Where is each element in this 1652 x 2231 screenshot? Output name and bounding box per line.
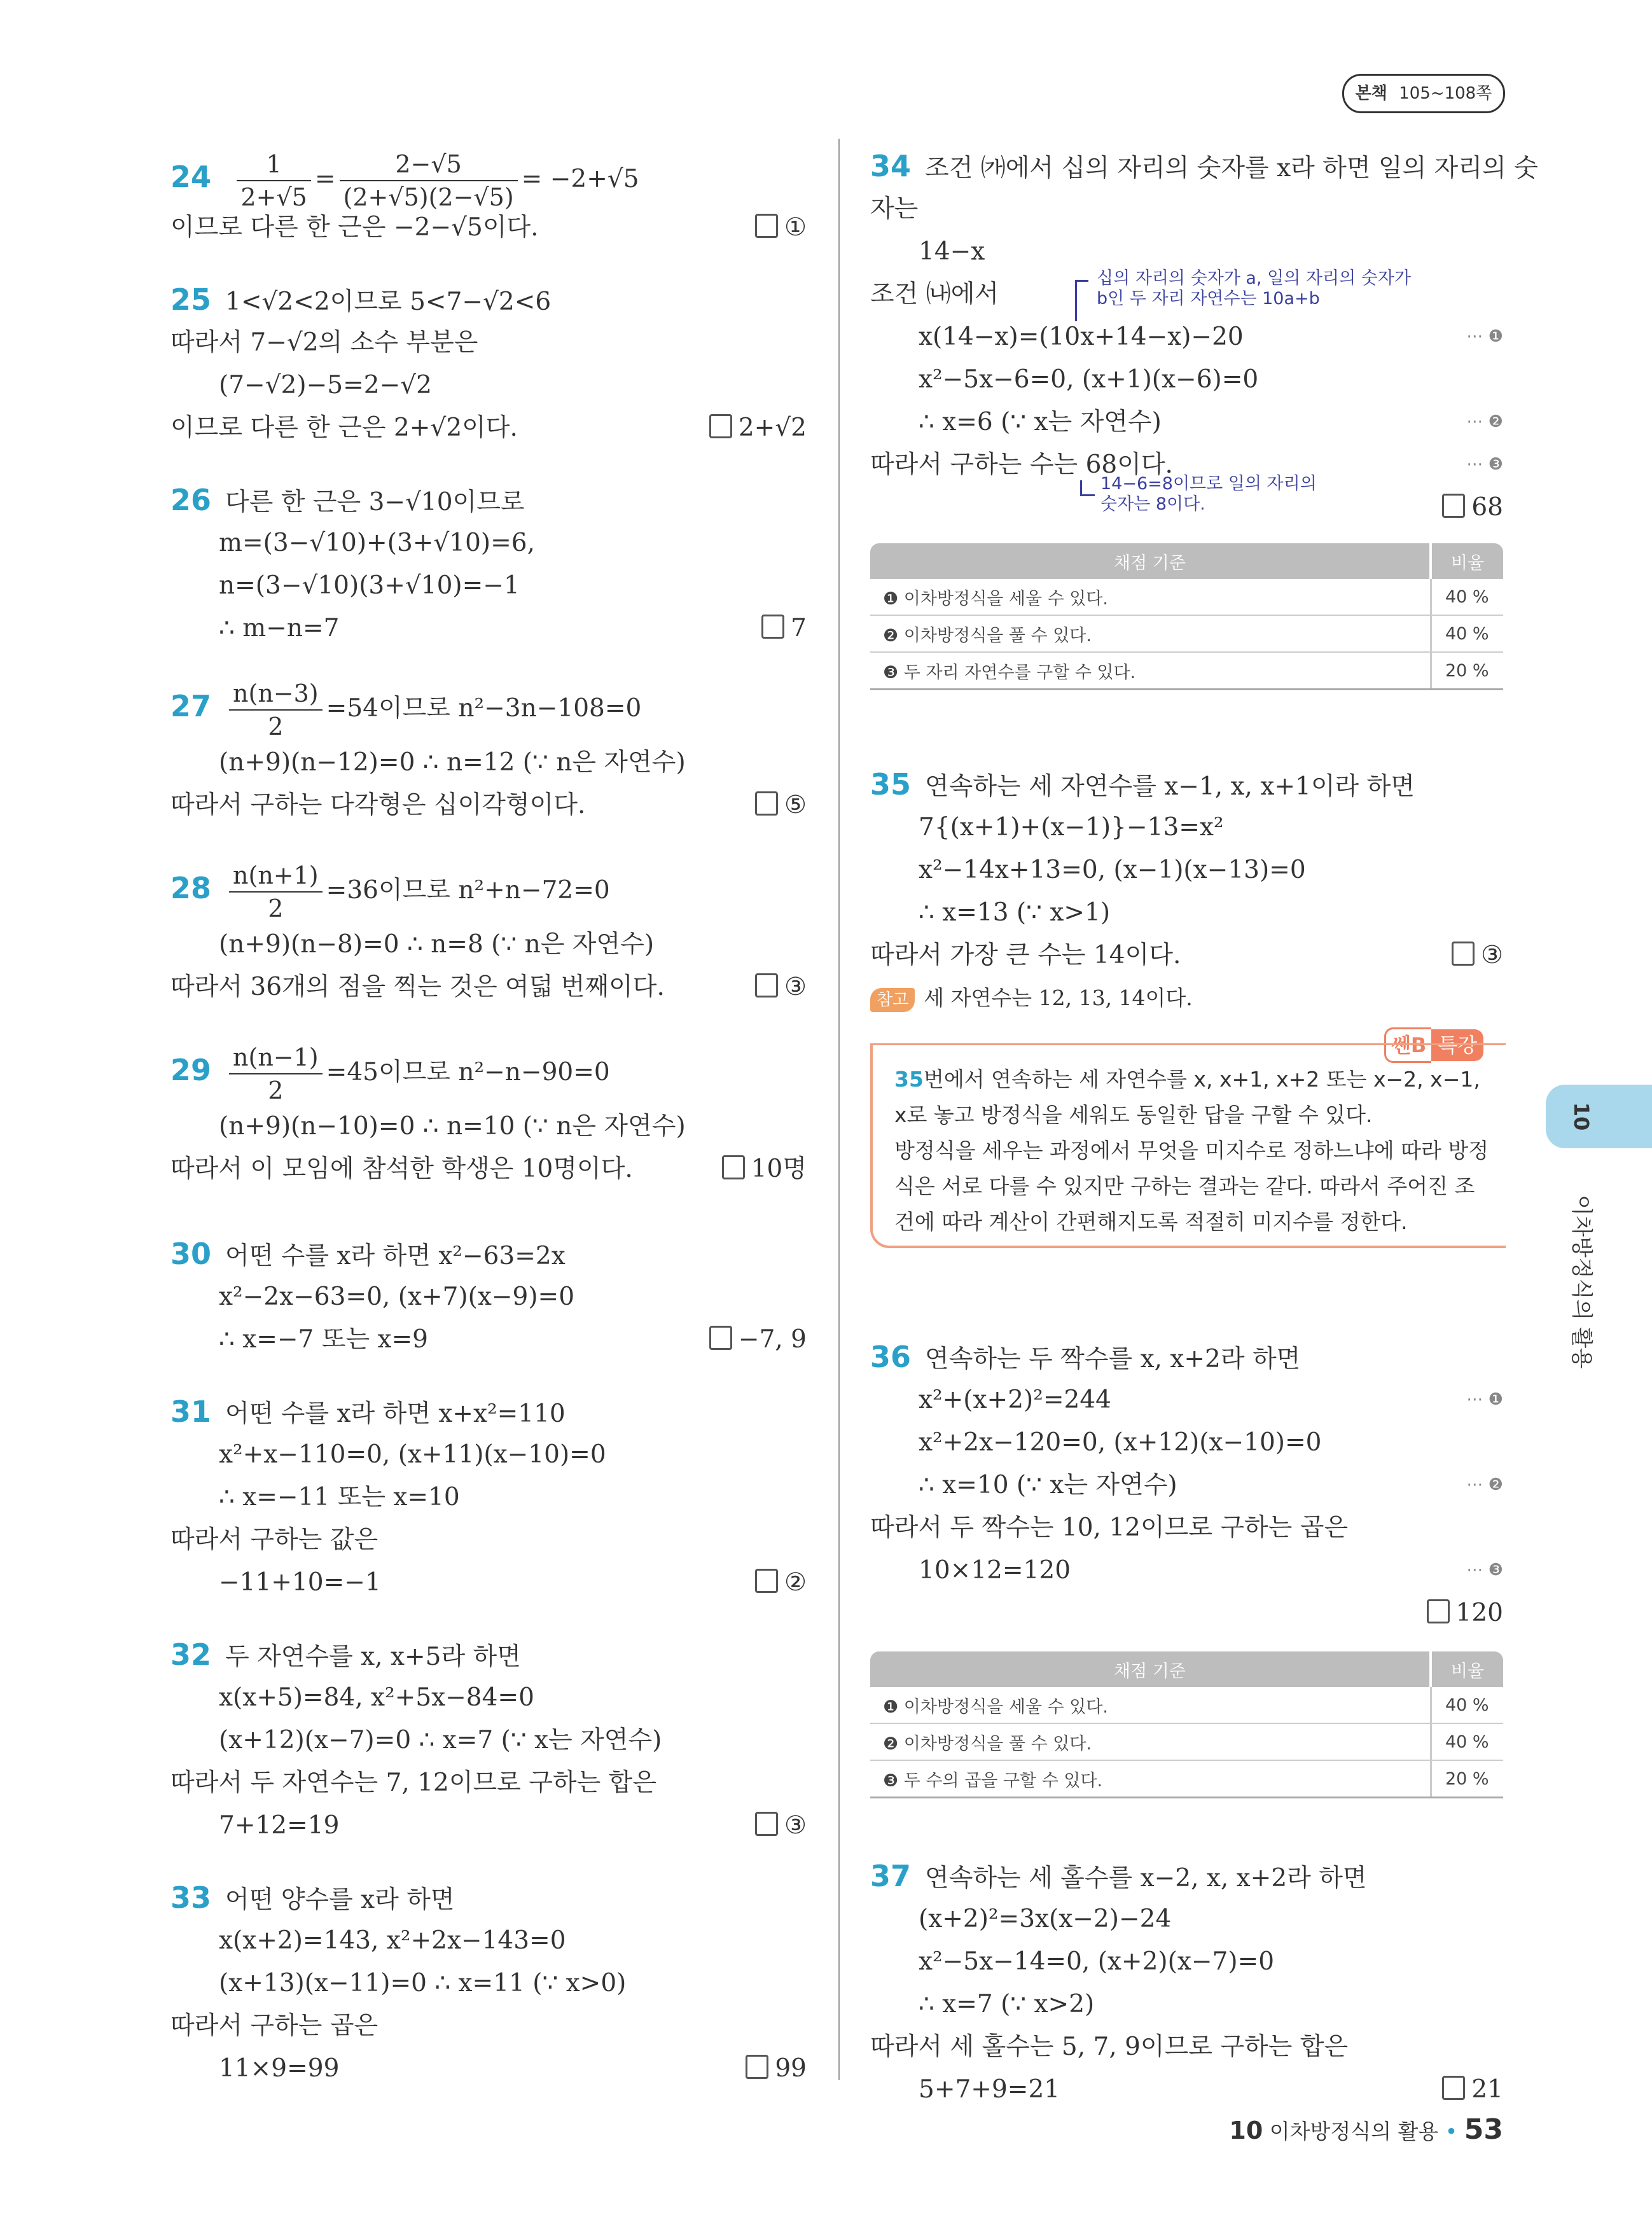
solution-line: 따라서 36개의 점을 찍는 것은 여덟 번째이다. ③ [170, 966, 807, 1008]
answer-icon [746, 2055, 768, 2079]
chapter-side-tab [1546, 1085, 1652, 1148]
solution-line: (x+12)(x−7)=0 ∴ x=7 (∵ x는 자연수) [219, 1726, 662, 1755]
answer-icon [755, 1812, 778, 1836]
solution-line: 이므로 다른 한 근은 2+√2이다. 2+√2 [170, 407, 807, 449]
answer: 10명 [722, 1148, 807, 1190]
problem-28: 28 $\frac{n(n+1)}{2}$ =36이므로 n²+n−72=0 [170, 856, 807, 920]
table-row: ❶ 이차방정식을 세울 수 있다. 40 % [870, 1687, 1503, 1723]
answer: ② [755, 1561, 807, 1604]
answer-icon [1442, 2076, 1465, 2100]
step-marker: ⋯ ❸ [1466, 1560, 1503, 1580]
step-marker: ⋯ ❶ [1466, 1390, 1503, 1409]
solution-line: ∴ x=−11 또는 x=10 [219, 1483, 460, 1512]
solution-line: 따라서 두 자연수는 7, 12이므로 구하는 합은 [170, 1769, 657, 1797]
tip-line: 식은 서로 다를 수 있지만 구하는 결과는 같다. 따라서 주어진 조 [894, 1174, 1475, 1199]
answer-line [870, 1592, 1503, 1634]
problem-32: 32 두 자연수를 x, x+5라 하면 [170, 1637, 521, 1672]
problem-35: 35 연속하는 세 자연수를 x−1, x, x+1이라 하면 [870, 767, 1415, 802]
step-marker: ⋯ ❸ [1466, 455, 1503, 474]
problem-27: 27 $\frac{n(n-3)}{2}$ =54이므로 n²−3n−108=0 [170, 674, 807, 738]
fraction: $\frac{2-√5}{(2+√5)(2-√5)}$ [340, 148, 518, 213]
problem-29: 29 $\frac{n(n-1)}{2}$ =45이므로 n²−n−90=0 [170, 1038, 807, 1102]
tip-box [870, 1043, 1506, 1248]
problem-36: 36 연속하는 두 짝수를 x, x+2라 하면 [870, 1340, 1301, 1374]
step-marker: ⋯ ❶ [1466, 327, 1503, 346]
table-row: ❸ 두 수의 곱을 구할 수 있다. 20 % [870, 1760, 1503, 1798]
answer-icon [722, 1155, 745, 1179]
solution-line: x²+(x+2)²=244 ⋯ ❶ [870, 1379, 1503, 1421]
solution-line: x²−14x+13=0, (x−1)(x−13)=0 [919, 856, 1306, 884]
answer: 99 [746, 2047, 807, 2090]
solution-line: x(14−x)=(10x+14−x)−20 ⋯ ❶ [870, 316, 1503, 358]
scoring-table-36: 채점 기준 비율 ❶ 이차방정식을 세울 수 있다. 40 % ❷ 이차방정식을 풀 수 있다. 40 % ❸ 두 수의 곱을 구할 수 있다. 20 % [870, 1651, 1503, 1798]
tip-line: 35번에서 연속하는 세 자연수를 x, x+1, x+2 또는 x−2, x−1, [894, 1067, 1480, 1092]
answer: ⑤ [755, 784, 807, 826]
problem-31: 31 어떤 수를 x라 하면 x+x²=110 [170, 1394, 566, 1429]
solution-line: x(x+5)=84, x²+5x−84=0 [219, 1683, 534, 1712]
step-marker: ⋯ ❷ [1466, 1475, 1503, 1494]
problem-25: 25 1<√2<2이므로 5<7−√2<6 [170, 282, 552, 317]
page-number: 53 [1464, 2113, 1503, 2146]
solution-line: x²−5x−14=0, (x+2)(x−7)=0 [919, 1947, 1275, 1976]
solution-line: 7{(x+1)+(x−1)}−13=x² [919, 813, 1224, 842]
solution-line: x²−2x−63=0, (x+7)(x−9)=0 [219, 1282, 575, 1311]
page-reference-badge [1342, 74, 1505, 113]
page-range: 105~108쪽 [1399, 84, 1492, 103]
annotation-note: 14−6=8이므로 일의 자리의 숫자는 8이다. [1100, 474, 1317, 514]
problem-33: 33 어떤 양수를 x라 하면 [170, 1880, 455, 1915]
solution-line: n=(3−√10)(3+√10)=−1 [219, 571, 520, 600]
answer: ③ [755, 1804, 807, 1847]
answer-icon [755, 973, 778, 997]
tip-line: 건에 따라 계산이 간편해지도록 적절히 미지수를 정한다. [894, 1209, 1408, 1234]
solution-line: (n+9)(n−8)=0 ∴ n=8 (∵ n은 자연수) [219, 930, 655, 959]
solution-line: 따라서 구하는 다각형은 십이각형이다. ⑤ [170, 784, 807, 826]
problem-34: 34 조건 ㈎에서 십의 자리의 숫자를 x라 하면 일의 자리의 숫 [870, 149, 1538, 183]
answer: ③ [1452, 934, 1503, 976]
solution-line: (x+2)²=3x(x−2)−24 [919, 1905, 1172, 1933]
solution-line: (n+9)(n−12)=0 ∴ n=12 (∵ n은 자연수) [219, 748, 686, 777]
answer-icon [755, 1569, 778, 1593]
answer-icon [709, 1326, 732, 1350]
problem-30: 30 어떤 수를 x라 하면 x²−63=2x [170, 1237, 566, 1271]
solution-line: ∴ m−n=7 7 [170, 607, 807, 650]
table-row: ❷ 이차방정식을 풀 수 있다. 40 % [870, 615, 1503, 652]
table-row: ❸ 두 자리 자연수를 구할 수 있다. 20 % [870, 652, 1503, 690]
problem-24: 24 $\frac{1}{2+√5}$ = $\frac{2-√5}{(2+√5)(2-√5)}$ = −2+√5 [170, 145, 807, 209]
answer: 68 [1442, 486, 1503, 529]
book-label: 본책 [1355, 84, 1387, 103]
solution-line: 7+12=19 ③ [170, 1804, 807, 1847]
reference-note: 참고 세 자연수는 12, 13, 14이다. [870, 976, 1503, 1019]
footer-separator: • [1445, 2119, 1458, 2144]
answer-icon [1452, 942, 1475, 966]
annotation-note: 십의 자리의 숫자가 a, 일의 자리의 숫자가 b인 두 자리 자연수는 10a+b [1097, 268, 1411, 309]
column-divider [838, 139, 840, 2080]
fraction: $\frac{n(n+1)}{2}$ [229, 859, 323, 924]
solution-line: x²−5x−6=0, (x+1)(x−6)=0 [919, 365, 1259, 394]
solution-line: −11+10=−1 ② [170, 1561, 807, 1604]
answer: 7 [761, 607, 807, 650]
answer: ③ [755, 966, 807, 1008]
footer-chapter-number: 10 [1229, 2116, 1263, 2144]
chapter-tab-label: 이차방정식의 활용 [1569, 1195, 1594, 1369]
answer: ① [755, 206, 807, 249]
answer: 2+√2 [709, 407, 807, 449]
solution-line: x(x+2)=143, x²+2x−143=0 [219, 1926, 566, 1955]
answer-icon [755, 791, 778, 816]
scoring-table-34: 채점 기준 비율 ❶ 이차방정식을 세울 수 있다. 40 % ❷ 이차방정식을 풀 수 있다. 40 % ❸ 두 자리 자연수를 구할 수 있다. 20 % [870, 543, 1503, 690]
table-row: ❶ 이차방정식을 세울 수 있다. 40 % [870, 579, 1503, 615]
answer-line [870, 486, 1503, 529]
solution-line: (7−√2)−5=2−√2 [219, 371, 432, 400]
solution-line: 이므로 다른 한 근은 −2−√5이다. ① [170, 206, 807, 249]
problem-37: 37 연속하는 세 홀수를 x−2, x, x+2라 하면 [870, 1859, 1367, 1893]
solution-line: 조건 ㈏에서 [870, 280, 999, 309]
answer-icon [755, 214, 778, 238]
table-row: ❷ 이차방정식을 풀 수 있다. 40 % [870, 1723, 1503, 1760]
problem-26: 26 다른 한 근은 3−√10이므로 [170, 483, 525, 517]
solution-line: ∴ x=6 (∵ x는 자연수) ⋯ ❷ [870, 401, 1503, 443]
step-marker: ⋯ ❷ [1466, 412, 1503, 431]
answer: 120 [1427, 1592, 1503, 1634]
solution-line: m=(3−√10)+(3+√10)=6, [219, 529, 536, 557]
solution-line: 따라서 7−√2의 소수 부분은 [170, 328, 478, 357]
solution-line: ∴ x=−7 또는 x=9 −7, 9 [170, 1318, 807, 1361]
solution-line: 따라서 두 짝수는 10, 12이므로 구하는 곱은 [870, 1513, 1349, 1542]
solution-line: ∴ x=13 (∵ x>1) [919, 898, 1111, 927]
chapter-tab-number: 10 [1569, 1102, 1593, 1131]
solution-line: x²+x−110=0, (x+11)(x−10)=0 [219, 1440, 606, 1469]
solution-line: 14−x [919, 237, 985, 266]
tip-line: 방정식을 세우는 과정에서 무엇을 미지수로 정하느냐에 따라 방정 [894, 1138, 1489, 1163]
solution-line: 따라서 가장 큰 수는 14이다. ③ [870, 934, 1503, 976]
solution-line: 따라서 이 모임에 참석한 학생은 10명이다. 10명 [170, 1148, 807, 1190]
fraction: $\frac{n(n-3)}{2}$ [229, 678, 323, 742]
answer: 21 [1442, 2068, 1503, 2111]
answer: −7, 9 [709, 1318, 807, 1361]
solution-line: 11×9=99 99 [170, 2047, 807, 2090]
answer-icon [709, 414, 732, 438]
page-footer [1229, 2111, 1503, 2149]
solution-line: 따라서 구하는 곱은 [170, 2012, 378, 2040]
tip-line: x로 놓고 방정식을 세워도 동일한 답을 구할 수 있다. [894, 1102, 1373, 1127]
answer-icon [761, 615, 784, 639]
solution-line: (n+9)(n−10)=0 ∴ n=10 (∵ n은 자연수) [219, 1112, 686, 1141]
reference-tag: 참고 [870, 988, 915, 1012]
solution-line: 따라서 구하는 수는 68이다. ⋯ ❸ [870, 443, 1503, 486]
answer-icon [1442, 494, 1465, 518]
solution-line: 10×12=120 ⋯ ❸ [870, 1549, 1503, 1592]
solution-line: (x+13)(x−11)=0 ∴ x=11 (∵ x>0) [219, 1969, 627, 1998]
tip-badge: 쎈B 특강 [1384, 1027, 1483, 1059]
solution-line: ∴ x=7 (∵ x>2) [919, 1990, 1095, 2019]
solution-line: ∴ x=10 (∵ x는 자연수) ⋯ ❷ [870, 1464, 1503, 1506]
solution-line: x²+2x−120=0, (x+12)(x−10)=0 [919, 1428, 1322, 1457]
solution-line: 자는 [870, 195, 919, 223]
solution-line: 5+7+9=21 21 [870, 2068, 1503, 2111]
solution-line: 따라서 구하는 값은 [170, 1526, 378, 1554]
footer-chapter-title: 이차방정식의 활용 [1269, 2119, 1439, 2144]
fraction: $\frac{n(n-1)}{2}$ [229, 1041, 323, 1106]
solution-line: 따라서 세 홀수는 5, 7, 9이므로 구하는 합은 [870, 2033, 1349, 2061]
answer-icon [1427, 1599, 1450, 1623]
problem-number: 24 [170, 160, 212, 194]
fraction: $\frac{1}{2+√5}$ [237, 148, 310, 213]
